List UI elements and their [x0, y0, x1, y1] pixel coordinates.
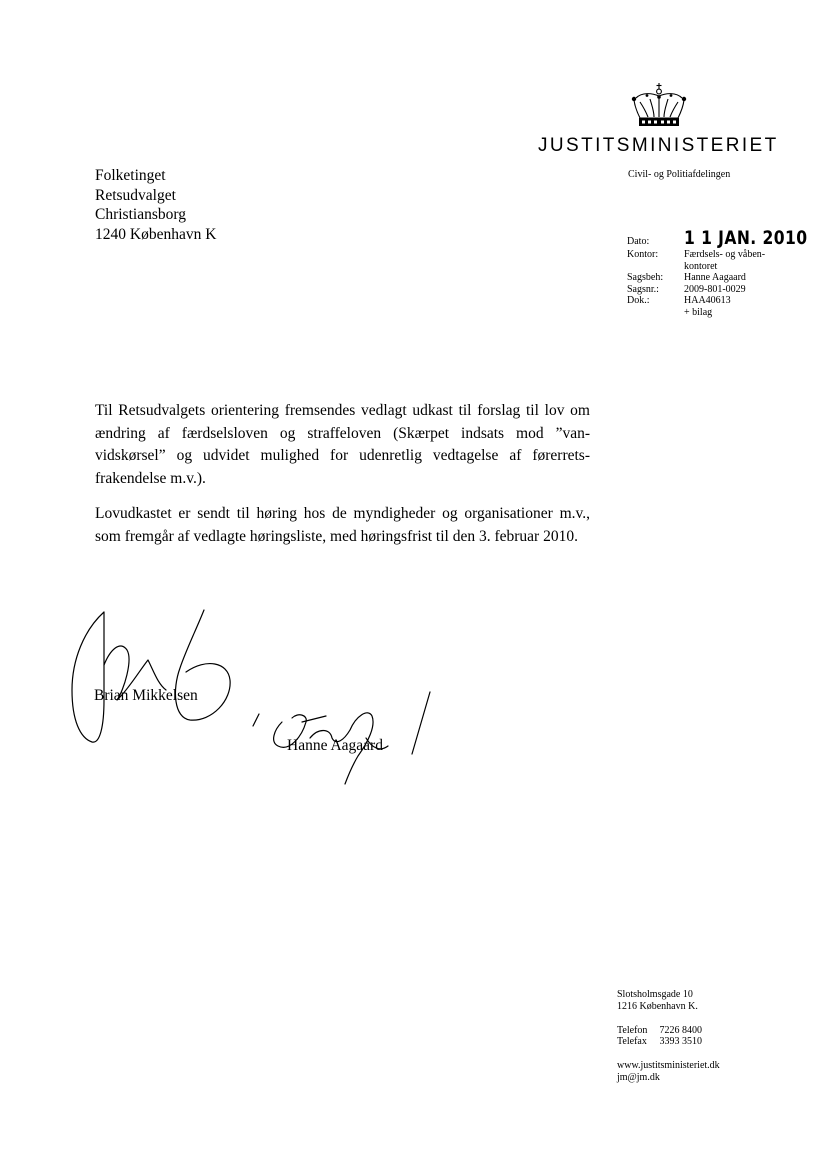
signer-name-1: Brian Mikkelsen	[94, 687, 198, 704]
footer-fax-label: Telefax	[617, 1036, 647, 1048]
meta-handler-label: Sagsbeh:	[627, 272, 664, 284]
meta-office-label: Kontor:	[627, 249, 659, 260]
body-paragraph: Til Retsudvalgets orientering fremsendes vedlagt udkast til forslag til lov om ændring af færdselsloven og straffeloven (Skærpet indsats mod ”van-vidskørsel” og udvidet mulighed for udenretlig vedtagelse af førerrets-frakendelse m.v.).	[95, 402, 590, 487]
recipient-line: Retsudvalget	[95, 186, 176, 204]
footer-city: 1216 København K.	[617, 1000, 698, 1012]
recipient-address	[95, 166, 216, 244]
separator-stroke	[253, 714, 259, 726]
meta-case-label: Sagsnr.:	[627, 283, 659, 295]
body-paragraph: Lovudkastet er sendt til høring hos de myndigheder og organisationer m.v., som fremgår af vedlagte høringsliste, med høringsfrist til den 3. februar 2010.	[95, 505, 590, 545]
footer-phone	[617, 1025, 720, 1037]
footer-street: Slotsholmsgade 10	[617, 989, 693, 1000]
recipient-line: Christiansborg	[95, 206, 186, 223]
meta-handler-row	[627, 272, 826, 284]
signature-stroke	[302, 716, 326, 722]
meta-case-value: 2009-801-0029	[684, 283, 746, 295]
meta-case-row	[627, 284, 826, 296]
ministry-contact-footer	[617, 989, 720, 1096]
meta-date-row	[627, 228, 826, 248]
meta-office-value-2: kontoret	[684, 260, 718, 272]
meta-date-label: Dato:	[627, 236, 650, 248]
meta-office-row-2	[627, 261, 826, 273]
meta-doc-label: Dok.:	[627, 295, 650, 307]
footer-phone-value: 7226 8400	[659, 1024, 702, 1036]
signer-name-2: Hanne Aagaard	[287, 737, 383, 754]
meta-attachment-row	[627, 307, 826, 319]
meta-doc-row	[627, 295, 826, 307]
recipient-line: 1240 København K	[95, 225, 217, 243]
footer-phone-block	[617, 1025, 720, 1049]
date-stamp: 1 1 JAN. 2010	[684, 227, 808, 249]
ministry-department: Civil- og Politiafdelingen	[628, 169, 731, 180]
signature-stroke	[412, 692, 430, 754]
meta-office-value: Færdsels- og våben-	[684, 249, 766, 260]
footer-email[interactable]: jm@jm.dk	[617, 1071, 660, 1083]
letter-body	[95, 400, 590, 562]
case-metadata	[627, 228, 826, 319]
footer-website[interactable]: www.justitsministeriet.dk	[617, 1060, 720, 1072]
signature-stroke	[72, 612, 104, 742]
ministry-name: JUSTITSMINISTERIET	[538, 135, 779, 156]
footer-phone-label: Telefon	[617, 1024, 648, 1036]
recipient-line: Folketinget	[95, 167, 166, 184]
footer-web-block	[617, 1060, 720, 1084]
footer-fax-value: 3393 3510	[659, 1036, 702, 1048]
meta-office-row	[627, 249, 826, 261]
meta-doc-value: HAA40613	[684, 295, 731, 307]
footer-fax	[617, 1036, 720, 1048]
meta-attachment: + bilag	[684, 306, 713, 318]
royal-crown-icon	[628, 82, 690, 130]
footer-address	[617, 989, 720, 1013]
meta-handler-value: Hanne Aagaard	[684, 272, 746, 284]
